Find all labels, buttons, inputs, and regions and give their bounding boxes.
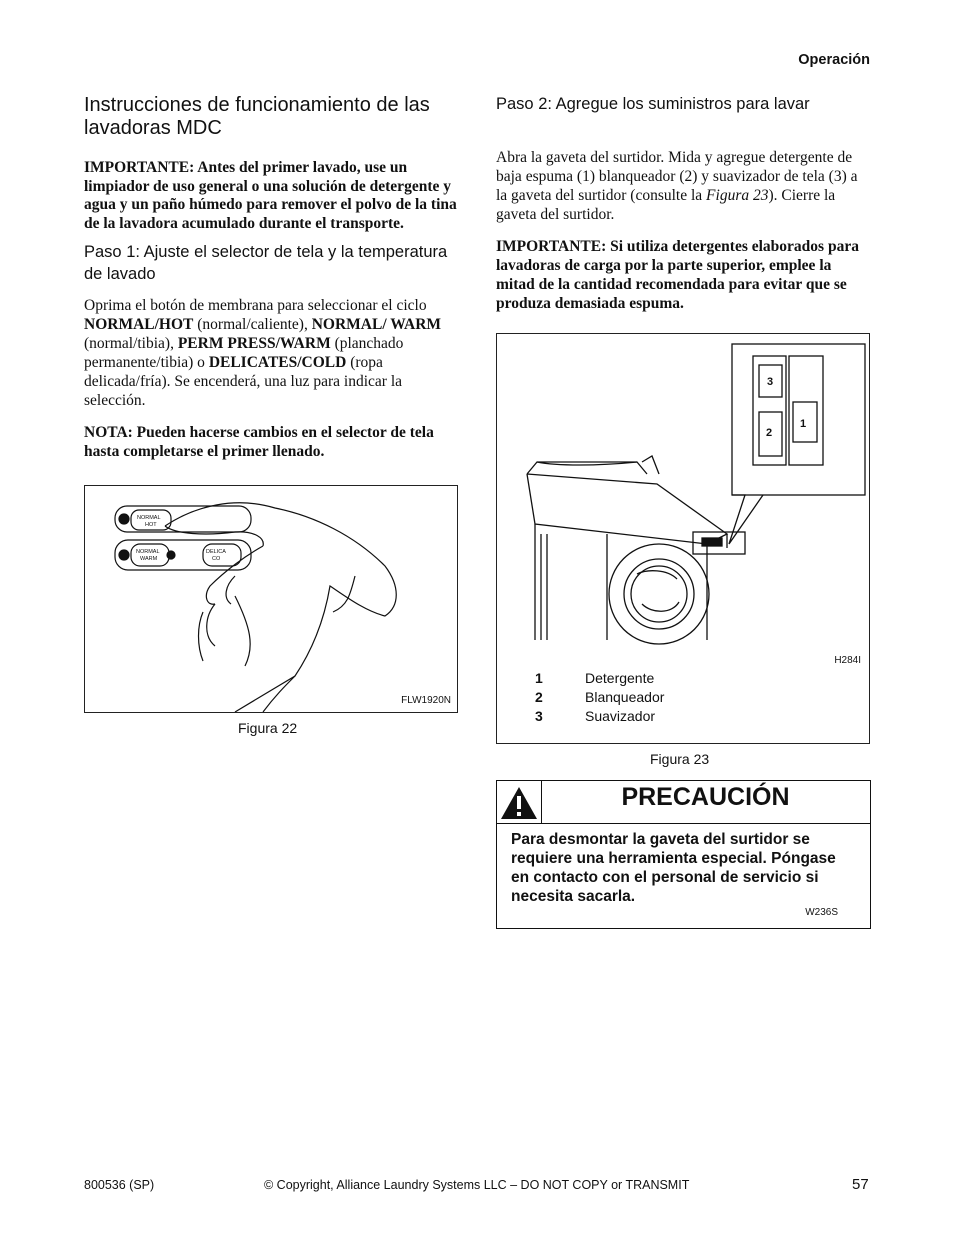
compartment-1-label: 1 xyxy=(800,418,807,430)
section-header: Operación xyxy=(798,52,870,68)
important-note-left: IMPORTANTE: Antes del primer lavado, use un limpiador de uso general o una solución de detergente y agua y un paño húmedo para remover el polvo de la tina de la lavadora acumulado durante el transporte. xyxy=(84,159,457,232)
hand-pressing-button-illustration xyxy=(85,486,457,712)
page-number: 57 xyxy=(852,1176,869,1193)
dispenser-illustration xyxy=(497,334,869,654)
figure-23 xyxy=(496,333,870,744)
legend-item: 2 Blanqueador xyxy=(535,689,665,705)
figure-22-code: FLW1920N xyxy=(401,695,451,706)
important-note-right: IMPORTANTE: Si utiliza detergentes elaborados para lavadoras de carga por la parte superior, emplee la mitad de la cantidad recomendada para evitar que se produza demasiada espuma. xyxy=(496,238,859,312)
button-label-normal-warm-2: WARM xyxy=(140,556,158,562)
step1-paragraph: Oprima el botón de membrana para seleccionar el ciclo NORMAL/HOT (normal/caliente), NORMAL/ WARM (normal/tibia), PERM PRESS/WARM (planchado permanente/tibia) o DELICATES/COLD (ropa delicada/fría). Se encenderá, una luz para indicar la selección. xyxy=(84,297,442,409)
caution-code: W236S xyxy=(805,907,838,918)
figure-22 xyxy=(84,485,458,713)
footer-doc-number: 800536 (SP) xyxy=(84,1178,155,1192)
step2-heading: Paso 2: Agregue los suministros para lavar xyxy=(496,95,810,113)
compartment-2-label: 2 xyxy=(766,427,773,439)
figure-23-code: H284I xyxy=(834,655,861,666)
button-label-delicates-2: CO xyxy=(212,556,221,562)
button-label-normal-hot-2: HOT xyxy=(145,522,157,528)
figure-22-caption: Figura 22 xyxy=(238,720,298,736)
step1-heading: Paso 1: Ajuste el selector de tela y la temperatura de lavado xyxy=(84,243,448,283)
figure-23-caption: Figura 23 xyxy=(650,751,710,767)
figure-23-legend xyxy=(497,670,797,727)
caution-text: Para desmontar la gaveta del surtidor se requiere una herramienta especial. Póngase en contacto con el personal de servicio si necesita sacarla. xyxy=(511,831,836,905)
step2-paragraph: Abra la gaveta del surtidor. Mida y agregue detergente de baja espuma (1) blanqueador (2) y suavizador de tela (3) a la gaveta del surtidor (consulte la Figura 23). Cierre la gaveta del surtidor. xyxy=(496,149,858,223)
button-label-delicates-1: DELICA xyxy=(206,549,226,555)
caution-box xyxy=(496,780,871,929)
compartment-3-label: 3 xyxy=(767,376,774,388)
page-title: Instrucciones de funcionamiento de las lavadoras MDC xyxy=(84,94,430,139)
note-paragraph: NOTA: Pueden hacerse cambios en el selector de tela hasta completarse el primer llenado. xyxy=(84,424,434,460)
caution-title: PRECAUCIÓN xyxy=(621,783,790,811)
footer-copyright: © Copyright, Alliance Laundry Systems LLC – DO NOT COPY or TRANSMIT xyxy=(264,1178,690,1192)
button-label-normal-warm-1: NORMAL xyxy=(136,549,160,555)
warning-triangle-icon xyxy=(497,781,542,823)
legend-item: 3 Suavizador xyxy=(535,708,656,724)
legend-item: 1 Detergente xyxy=(535,670,655,686)
button-label-normal-hot-1: NORMAL xyxy=(137,515,161,521)
